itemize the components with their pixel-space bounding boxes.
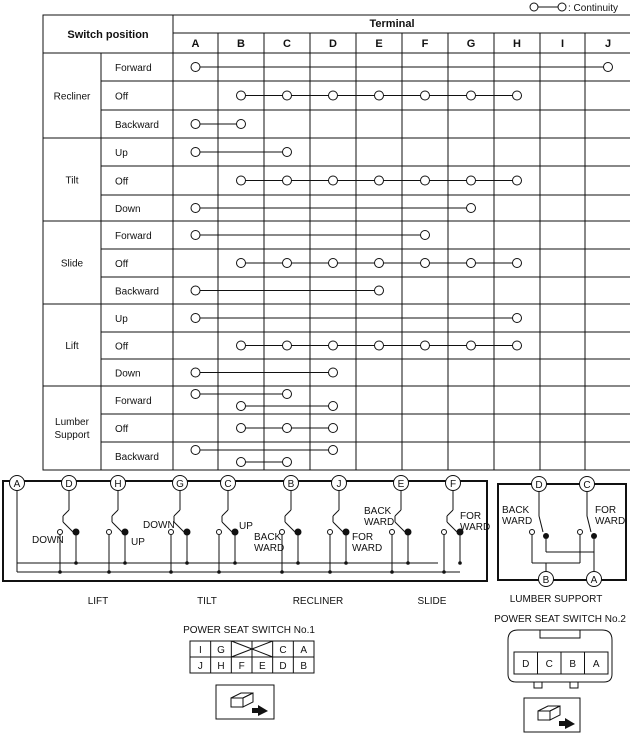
contact-closed <box>232 529 238 535</box>
label-forward: FOR <box>352 532 374 543</box>
switch-blade <box>539 516 543 532</box>
plug-front <box>538 711 550 720</box>
switch-blade <box>447 522 457 532</box>
contact-open <box>442 530 447 535</box>
junction-dot <box>233 561 237 565</box>
continuity-node <box>375 286 384 295</box>
continuity-node <box>375 341 384 350</box>
continuity-node <box>191 286 200 295</box>
connector1-view-icon <box>216 685 274 719</box>
switch-blade <box>395 522 405 532</box>
group-name: Lift <box>65 341 79 352</box>
contact-open <box>107 530 112 535</box>
position-label: Down <box>115 368 141 380</box>
position-label: Backward <box>115 452 159 463</box>
contact-open <box>390 530 395 535</box>
junction-dot <box>406 561 410 565</box>
continuity-node <box>421 91 430 100</box>
connector1-pin: E <box>258 661 266 672</box>
continuity-node <box>329 446 338 455</box>
position-label: Up <box>115 148 128 159</box>
terminal-label: F <box>449 479 457 490</box>
terminal-header-G: G <box>466 38 476 50</box>
continuity-node <box>421 259 430 268</box>
connector1-pin: I <box>198 645 202 656</box>
contact-open <box>328 530 333 535</box>
contact-open <box>530 530 535 535</box>
junction-dot <box>74 561 78 565</box>
switch-blade <box>587 516 591 532</box>
continuity-node <box>237 458 246 467</box>
continuity-node <box>375 176 384 185</box>
continuity-node <box>237 341 246 350</box>
continuity-node <box>421 176 430 185</box>
terminal-label: B <box>287 479 295 490</box>
connector1-pin: F <box>238 661 245 672</box>
section-caption: TILT <box>197 596 217 607</box>
terminal-label: C <box>583 480 591 491</box>
continuity-row <box>191 204 476 213</box>
group-name: Slide <box>60 258 84 270</box>
label-forward: WARD <box>595 516 626 527</box>
continuity-node <box>191 314 200 323</box>
connector2-pin: C <box>545 659 553 670</box>
continuity-node <box>604 63 613 72</box>
terminal-lead <box>174 510 180 516</box>
terminal-header-H: H <box>513 38 521 50</box>
terminal-header-I: I <box>560 38 565 50</box>
junction-dot <box>344 561 348 565</box>
continuity-node <box>191 390 200 399</box>
terminal-label: C <box>224 479 232 490</box>
connector1-pin: D <box>279 661 287 672</box>
terminal-header-A: A <box>191 38 200 50</box>
continuity-node <box>237 402 246 411</box>
continuity-row <box>237 341 522 350</box>
terminal-label: D <box>535 480 543 491</box>
connector1-pin: G <box>217 645 225 656</box>
connector2-foot <box>534 682 542 688</box>
section-caption: RECLINER <box>292 596 344 607</box>
junction-dot <box>217 570 221 574</box>
contact-open <box>217 530 222 535</box>
terminal-header-B: B <box>237 38 245 50</box>
junction-dot <box>58 570 62 574</box>
position-label: Off <box>115 424 129 435</box>
group-name: Recliner <box>53 91 91 103</box>
header-switch-position: Switch position <box>67 29 149 41</box>
connector1-pin: H <box>217 661 225 672</box>
continuity-row <box>237 91 522 100</box>
connector2-pin: D <box>522 659 530 670</box>
continuity-node <box>283 341 292 350</box>
continuity-node <box>329 402 338 411</box>
connector1 <box>183 625 315 673</box>
contact-closed <box>591 533 597 539</box>
header-terminal: Terminal <box>369 18 415 30</box>
junction-dot <box>280 570 284 574</box>
terminal-label: D <box>65 479 73 490</box>
position-label: Down <box>115 204 141 215</box>
continuity-node <box>191 231 200 240</box>
continuity-node <box>191 148 200 157</box>
continuity-node <box>191 446 200 455</box>
continuity-node <box>283 259 292 268</box>
continuity-node <box>191 63 200 72</box>
label-forward: WARD <box>352 543 383 554</box>
continuity-row <box>191 148 292 157</box>
contact-open <box>578 530 583 535</box>
continuity-table <box>43 15 630 470</box>
junction-dot <box>296 561 300 565</box>
label-forward: FOR <box>595 505 617 516</box>
terminal-label: G <box>176 479 184 490</box>
label-backward: BACK <box>502 505 530 516</box>
continuity-node <box>283 148 292 157</box>
label-forward: FOR <box>460 511 482 522</box>
continuity-node <box>467 91 476 100</box>
junction-dot <box>328 570 332 574</box>
label-down: DOWN <box>32 535 64 546</box>
label-up: UP <box>239 521 253 532</box>
label-backward: WARD <box>364 517 395 528</box>
continuity-node <box>283 91 292 100</box>
connector2-pin: B <box>569 659 577 670</box>
terminal-label: A <box>13 479 21 490</box>
continuity-node <box>329 259 338 268</box>
label-backward: WARD <box>502 516 533 527</box>
terminal-header-C: C <box>283 38 291 50</box>
continuity-node <box>191 204 200 213</box>
continuity-node <box>329 341 338 350</box>
terminal-header-D: D <box>329 38 337 50</box>
label-backward: BACK <box>364 506 392 517</box>
continuity-node <box>329 91 338 100</box>
position-label: Off <box>115 91 129 103</box>
continuity-node <box>237 120 246 129</box>
junction-dot <box>169 570 173 574</box>
connector2-title: POWER SEAT SWITCH No.2 <box>494 614 626 625</box>
continuity-row <box>237 176 522 185</box>
lumber-caption: LUMBER SUPPORT <box>509 594 603 605</box>
position-label: Backward <box>115 120 159 131</box>
connector1-pin: C <box>279 645 287 656</box>
continuity-row <box>237 424 338 433</box>
terminal-label: H <box>114 479 122 490</box>
continuity-node <box>467 204 476 213</box>
label-forward: WARD <box>460 522 491 533</box>
contact-closed <box>405 529 411 535</box>
continuity-node <box>375 259 384 268</box>
switch-blade <box>174 522 184 532</box>
continuity-node <box>237 424 246 433</box>
continuity-node <box>513 259 522 268</box>
position-label: Backward <box>115 286 159 298</box>
continuity-node <box>513 176 522 185</box>
switch-blade <box>285 522 295 532</box>
junction-dot <box>458 561 462 565</box>
switch-blade <box>222 522 232 532</box>
position-label: Off <box>115 341 129 353</box>
connector1-pin: J <box>197 661 203 672</box>
terminal-label: B <box>542 575 550 586</box>
junction-dot <box>442 570 446 574</box>
continuity-node <box>467 176 476 185</box>
continuity-node <box>513 341 522 350</box>
label-backward: WARD <box>254 543 285 554</box>
switch-blade <box>333 522 343 532</box>
terminal-header-F: F <box>421 38 429 50</box>
legend-node <box>558 3 566 11</box>
terminal-header-E: E <box>375 38 383 50</box>
terminal-lead <box>285 510 291 516</box>
terminal-lead <box>63 510 69 516</box>
switch-blade <box>63 522 73 532</box>
terminal-label: A <box>590 575 598 586</box>
continuity-node <box>329 424 338 433</box>
continuity-node <box>513 91 522 100</box>
junction-dot <box>123 561 127 565</box>
position-label: Forward <box>115 396 152 407</box>
connector2-foot <box>570 682 578 688</box>
continuity-node <box>283 458 292 467</box>
continuity-node <box>329 176 338 185</box>
position-label: Off <box>115 259 129 270</box>
continuity-node <box>329 368 338 377</box>
continuity-row <box>237 259 522 268</box>
group-name: Lumber <box>55 417 89 428</box>
section-caption: SLIDE <box>417 596 447 607</box>
contact-closed <box>122 529 128 535</box>
continuity-node <box>237 91 246 100</box>
group-name: Support <box>54 430 90 441</box>
continuity-node <box>237 176 246 185</box>
contact-closed <box>543 533 549 539</box>
switch2-circuit <box>498 477 626 587</box>
continuity-node <box>421 341 430 350</box>
continuity-node <box>375 91 384 100</box>
position-label: Forward <box>115 63 152 74</box>
connector2-pin: A <box>592 659 600 670</box>
continuity-row <box>191 286 384 295</box>
contact-closed <box>184 529 190 535</box>
continuity-node <box>191 120 200 129</box>
contact-closed <box>295 529 301 535</box>
junction-dot <box>107 570 111 574</box>
connector2 <box>494 614 626 688</box>
terminal-lead <box>222 510 228 516</box>
position-label: Forward <box>115 231 152 242</box>
terminal-lead <box>395 510 401 516</box>
label-backward: BACK <box>254 532 282 543</box>
connector2-view-icon <box>524 698 580 732</box>
switch2-circuit-frame <box>498 484 626 580</box>
junction-dot <box>185 561 189 565</box>
terminal-lead <box>112 510 118 516</box>
continuity-node <box>283 390 292 399</box>
label-down: DOWN <box>143 520 175 531</box>
contact-closed <box>343 529 349 535</box>
plug-front <box>231 698 243 707</box>
position-label: Off <box>115 176 129 188</box>
position-label: Up <box>115 314 128 325</box>
continuity-node <box>283 424 292 433</box>
terminal-label: E <box>397 479 405 490</box>
group-name: Tilt <box>65 175 79 187</box>
legend-node <box>530 3 538 11</box>
continuity-node <box>467 259 476 268</box>
continuity-node <box>421 231 430 240</box>
connector1-title: POWER SEAT SWITCH No.1 <box>183 625 315 636</box>
terminal-header-J: J <box>604 38 612 50</box>
connector1-pin: B <box>300 661 308 672</box>
terminal-lead <box>333 510 339 516</box>
continuity-legend <box>530 3 618 14</box>
switch-blade <box>112 522 122 532</box>
continuity-node <box>467 341 476 350</box>
continuity-node <box>191 368 200 377</box>
junction-dot <box>390 570 394 574</box>
continuity-node <box>283 176 292 185</box>
terminal-lead <box>447 510 453 516</box>
switch1-circuit <box>3 476 490 582</box>
connector1-pin: A <box>300 645 308 656</box>
section-caption: LIFT <box>87 596 109 607</box>
continuity-node <box>513 314 522 323</box>
legend-label: : Continuity <box>568 3 619 14</box>
continuity-node <box>237 259 246 268</box>
terminal-label: J <box>336 479 342 490</box>
label-up: UP <box>131 537 145 548</box>
contact-closed <box>73 529 79 535</box>
contact-open <box>58 530 63 535</box>
